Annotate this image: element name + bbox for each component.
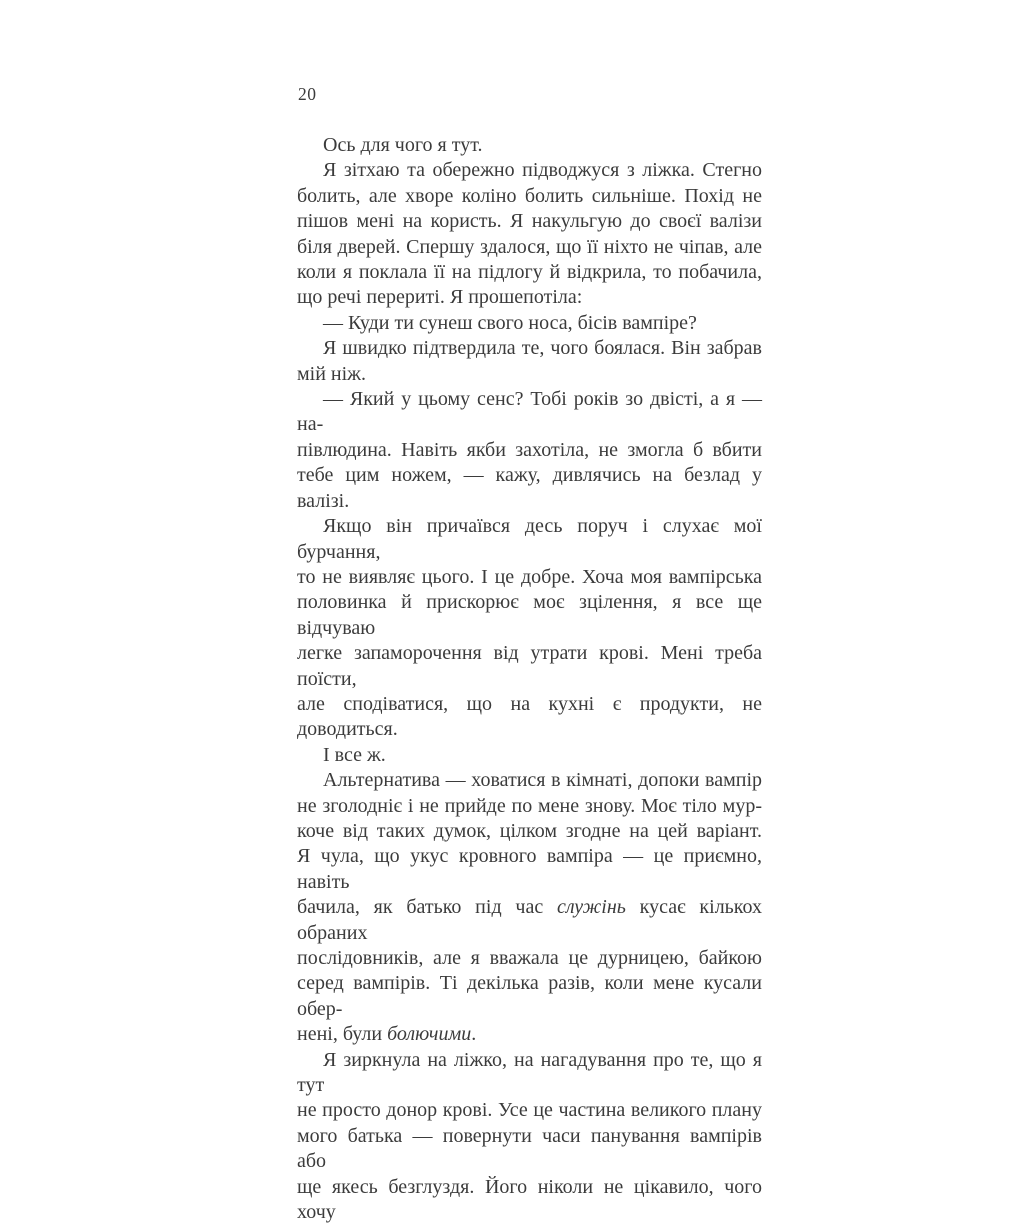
- text-line: Ось для чого я тут.: [323, 134, 483, 156]
- paragraph: [297, 768, 762, 1047]
- paragraph: [297, 743, 762, 768]
- text-line: біля дверей. Спершу здалося, що її ніхто не чіпав, але: [297, 235, 762, 258]
- text-line: легке запаморочення від утрати крові. Мені треба поїсти,: [297, 642, 762, 690]
- text-line: болить, але хворе коліно болить сильніше. Похід не: [297, 184, 762, 207]
- paragraph: [297, 336, 762, 387]
- text-block: [297, 133, 762, 1225]
- paragraph: [297, 514, 762, 743]
- text-line: серед вампірів. Ті декілька разів, коли мене кусали обер-: [297, 972, 762, 1020]
- text-line: що речі перериті. Я прошепотіла:: [297, 286, 583, 309]
- italic-text: служінь: [556, 896, 626, 919]
- text-line: але сподіватися, що на кухні є продукти, не доводиться.: [297, 692, 762, 741]
- text-line: І все ж.: [323, 743, 386, 766]
- text-line: Альтернатива — ховатися в кімнаті, допоки вампір: [323, 769, 762, 792]
- text-line: — Куди ти сунеш свого носа, бісів вампіре?: [323, 311, 697, 334]
- text-line: коли я поклала її на підлогу й відкрила, то побачила,: [297, 261, 762, 284]
- text-line: послідовників, але я вважала це дурницею, байкою: [297, 947, 762, 969]
- text-line: то не виявляє цього. І це добре. Хоча моя вампірська: [297, 565, 762, 588]
- italic-text: болючими: [387, 1023, 472, 1046]
- text-line: бачила, як батько під час служінь кусає кількох обраних: [297, 896, 762, 944]
- page-number: 20: [298, 84, 317, 104]
- text-line: коче від таких думок, цілком згодне на цей варіант.: [297, 819, 762, 842]
- text-line: не зголодніє і не прийде по мене знову. Моє тіло мур-: [297, 794, 762, 817]
- text-line: пішов мені на користь. Я накульгую до своєї валізи: [297, 210, 762, 233]
- text-line: тебе цим ножем, — кажу, дивлячись на безлад у валізі.: [297, 464, 762, 512]
- text-line: Я зітхаю та обережно підводжуся з ліжка. Стегно: [323, 159, 762, 182]
- text-line: нені, були болючими.: [297, 1023, 477, 1046]
- text-line: Якщо він причаївся десь поруч і слухає мої бурчання,: [297, 515, 762, 563]
- text-line: ще якесь безглуздя. Його ніколи не цікавило, чого хочу: [297, 1175, 762, 1224]
- text-line: не просто донор крові. Усе це частина великого плану: [297, 1099, 762, 1122]
- text-line: мого батька — повернути часи панування вампірів або: [297, 1124, 762, 1173]
- paragraph: [297, 158, 762, 310]
- text-line: половинка й прискорює моє зцілення, я все ще відчуваю: [297, 591, 762, 639]
- paragraph: [297, 133, 762, 158]
- text-line: Я чула, що укус кровного вампіра — це приємно, навіть: [297, 845, 762, 893]
- text-line: — Який у цьому сенс? Тобі років зо двісті, а я — на-: [297, 388, 762, 436]
- text-line: мій ніж.: [297, 362, 366, 385]
- text-line: Я зиркнула на ліжко, на нагадування про те, що я тут: [297, 1048, 762, 1097]
- paragraph: [297, 311, 762, 336]
- paragraph: [297, 387, 762, 514]
- text-line: півлюдина. Навіть якби захотіла, не змогла б вбити: [297, 438, 762, 461]
- paragraph: [297, 1048, 762, 1225]
- text-line: Я швидко підтвердила те, чого боялася. Він забрав: [323, 337, 762, 360]
